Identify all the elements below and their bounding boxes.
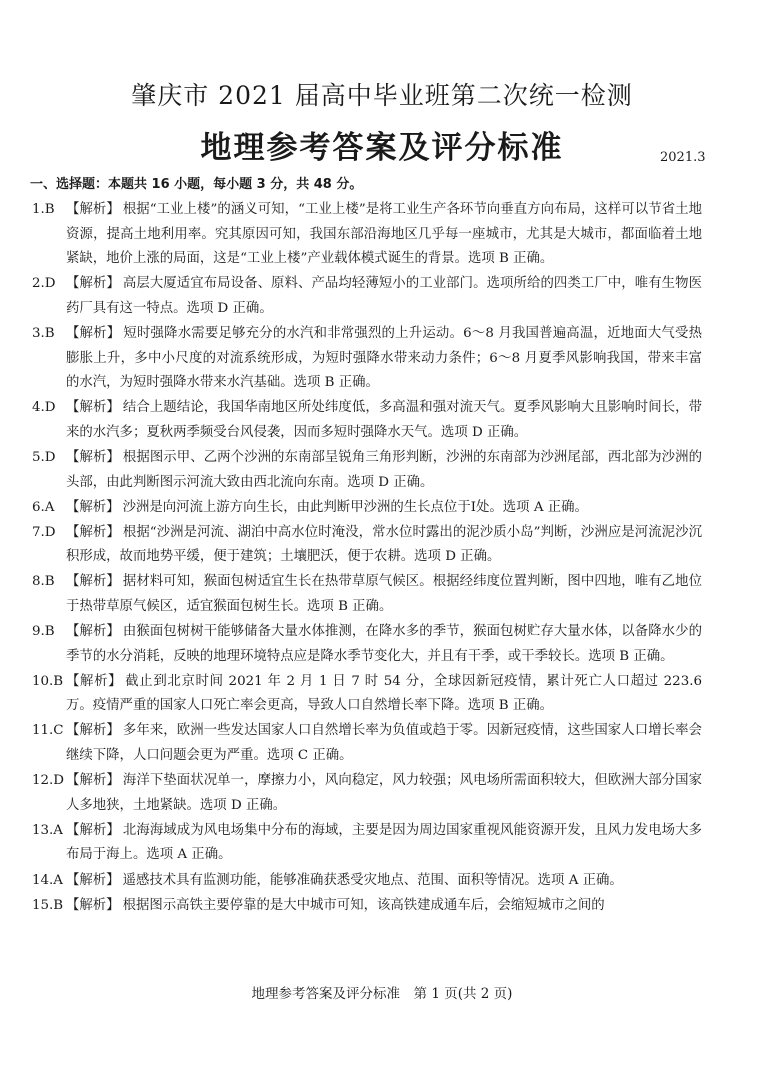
document-subtitle: 地理参考答案及评分标准 (200, 130, 564, 166)
analysis-tag: 【解析】 (66, 872, 120, 888)
section-heading: 一、选择题：本题共 16 小题，每小题 3 分，共 48 分。 (30, 177, 363, 192)
answer-item (32, 769, 703, 818)
answer-number: 14.A (32, 872, 63, 888)
answer-number: 1.B (32, 202, 55, 217)
analysis-tag: 【解析】 (66, 574, 120, 590)
answer-number: 7.D (32, 524, 56, 540)
analysis-tag: 【解析】 (66, 897, 120, 913)
answer-explanation: 沙洲是向河流上游方向生长，由此判断甲沙洲的生长点位于Ⅰ处。选项 A 正确。 (122, 499, 588, 515)
analysis-tag: 【解析】 (66, 822, 120, 838)
answer-number: 6.A (32, 499, 55, 515)
answer-explanation: 高层大厦适宜布局设备、原料、产品均轻薄短小的工业部门。选项所给的四类工厂中，唯有生物医药厂具有这一特点。选项 D 正确。 (66, 276, 703, 316)
answer-item (32, 894, 702, 919)
answer-number: 4.D (32, 400, 56, 416)
answer-explanation: 北海海域成为风电场集中分布的海域，主要是因为周边国家重视风能资源开发，且风力发电场大多布局于海上。选项 A 正确。 (66, 822, 703, 863)
answer-item (32, 322, 702, 396)
answer-number: 2.D (32, 276, 56, 292)
answer-number: 11.C (32, 723, 64, 739)
analysis-tag: 【解析】 (66, 449, 120, 465)
answer-item (32, 521, 702, 570)
answer-explanation: 根据图示高铁主要停靠的是大中城市可知，该高铁建成通车后，会缩短城市之间的 (122, 897, 605, 913)
analysis-tag: 【解析】 (66, 624, 120, 640)
answer-item (32, 496, 702, 521)
analysis-tag: 【解析】 (66, 673, 123, 689)
answer-explanation: 海洋下垫面状况单一，摩擦力小，风向稳定，风力较强；风电场所需面积较大，但欧洲大部分国家人多地狭，土地紧缺。选项 D 正确。 (66, 773, 703, 813)
answer-number: 8.B (32, 574, 55, 590)
answer-explanation: 截止到北京时间 2021 年 2 月 1 日 7 时 54 分，全球因新冠疫情，累计死亡人口超过 223.6 万。疫情严重的国家人口死亡率会更高，导致人口自然增长率下降。选项 B 正确。 (66, 673, 702, 714)
analysis-tag: 【解析】 (66, 773, 120, 789)
answer-explanation: 遥感技术具有监测功能，能够准确获悉受灾地点、范围、面积等情况。选项 A 正确。 (122, 872, 623, 888)
answer-list (0, 198, 764, 919)
answer-item (32, 869, 702, 894)
answer-explanation: 根据“沙洲是河流、湖泊中高水位时淹没，常水位时露出的泥沙质小岛”判断，沙洲应是河流泥沙沉积形成，故而地势平缓，便于建筑；土壤肥沃，便于农耕。选项 D 正确。 (66, 524, 702, 565)
answer-number: 5.D (32, 449, 56, 465)
answer-item (32, 272, 703, 321)
answer-explanation: 据材料可知，猴面包树适宜生长在热带草原气候区。根据经纬度位置判断，图中四地，唯有乙地位于热带草原气候区，适宜猴面包树生长。选项 B 正确。 (66, 574, 703, 614)
answer-item (32, 396, 703, 445)
analysis-tag: 【解析】 (66, 202, 120, 217)
analysis-tag: 【解析】 (66, 499, 120, 515)
answer-explanation: 短时强降水需要足够充分的水汽和非常强烈的上升运动。6～8 月我国普遍高温，近地面大气受热膨胀上升，多中小尺度的对流系统形成，为短时强降水带来动力条件；6～8 月夏季风影响我国，带来丰富的水汽，为短时强降水带来水汽基础。选项 B 正确。 (66, 325, 702, 391)
analysis-tag: 【解析】 (66, 325, 121, 341)
answer-item (32, 819, 703, 868)
answer-explanation: 由猴面包树树干能够储备大量水体推测，在降水多的季节，猴面包树贮存大量水体，以备降水少的季节的水分消耗，反映的地理环境特点应是降水季节变化大，并且有干季，或干季较长。选项 B 正确。 (66, 624, 703, 664)
answer-number: 13.A (32, 822, 63, 838)
answer-number: 9.B (32, 624, 55, 640)
answer-explanation: 多年来，欧洲一些发达国家人口自然增长率为负值或趋于零。因新冠疫情，这些国家人口增长率会继续下降，人口问题会更为严重。选项 C 正确。 (66, 723, 703, 764)
answer-item (32, 670, 702, 719)
answer-item (32, 620, 703, 669)
document-date: 2021.3 (660, 150, 706, 165)
analysis-tag: 【解析】 (66, 400, 120, 416)
answer-number: 10.B (32, 673, 64, 689)
analysis-tag: 【解析】 (66, 276, 120, 292)
answer-item (32, 198, 703, 272)
answer-number: 15.B (32, 897, 64, 913)
answer-number: 3.B (32, 325, 55, 341)
answer-item (32, 446, 703, 495)
document-title: 肇庆市 2021 届高中毕业班第二次统一检测 (131, 81, 633, 110)
analysis-tag: 【解析】 (66, 524, 120, 540)
answer-number: 12.D (32, 773, 65, 789)
page-footer: 地理参考答案及评分标准 第 1 页(共 2 页) (251, 986, 513, 1002)
answer-explanation: 根据图示甲、乙两个沙洲的东南部呈锐角三角形判断，沙洲的东南部为沙洲尾部，西北部为沙洲的头部，由此判断图示河流大致由西北流向东南。选项 D 正确。 (66, 449, 703, 490)
answer-explanation: 结合上题结论，我国华南地区所处纬度低，多高温和强对流天气。夏季风影响大且影响时间长，带来的水汽多；夏秋两季频受台风侵袭，因而多短时强降水天气。选项 D 正确。 (66, 400, 703, 440)
analysis-tag: 【解析】 (66, 723, 120, 739)
answer-item (32, 570, 703, 619)
answer-item (32, 719, 703, 768)
answer-explanation: 根据“工业上楼”的涵义可知，“工业上楼”是将工业生产各环节向垂直方向布局，这样可以节省土地资源，提高土地利用率。究其原因可知，我国东部沿海地区几乎每一座城市，尤其是大城市，都面临着土地紧缺，地价上涨的局面，这是“工业上楼”产业载体模式诞生的背景。选项 B 正确。 (66, 202, 703, 267)
